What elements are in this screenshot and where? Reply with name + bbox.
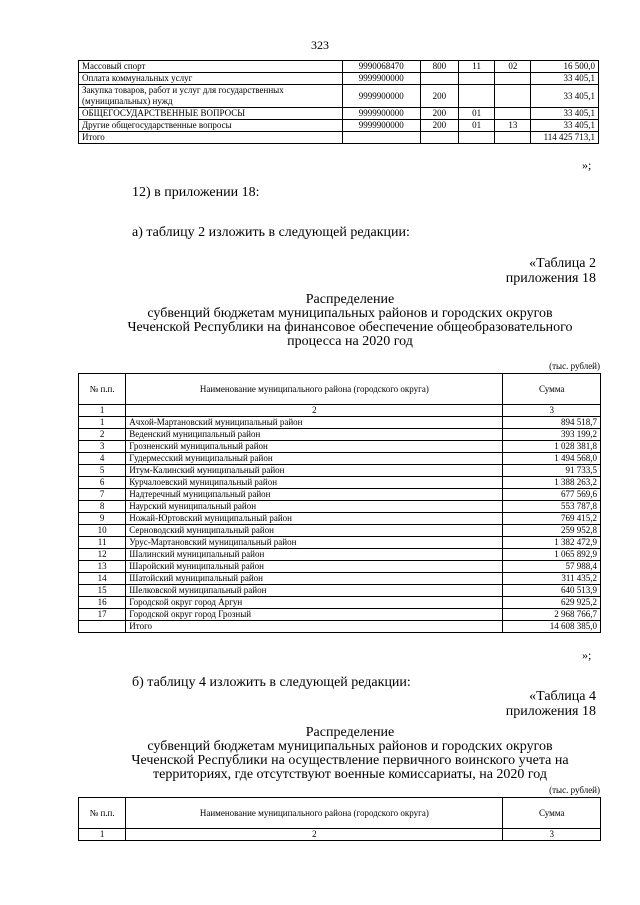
budget-table-continuation: [78, 60, 599, 144]
table4-title-line2: субвенций бюджетам муниципальных районов и городских округов: [147, 739, 553, 754]
table4-header-sum: Сумма: [503, 798, 601, 829]
table2-cell-num: 11: [79, 537, 126, 549]
table2-cell-sum: 677 569,6: [503, 489, 601, 501]
table2-cell-sum: 629 925,2: [503, 597, 601, 609]
table2-row: [79, 477, 601, 489]
table2-row: [79, 525, 601, 537]
table2-row: [79, 573, 601, 585]
table2-row: [79, 597, 601, 609]
table2-cell-name: Гудермесский муниципальный район: [126, 453, 503, 465]
table4-ref-line1: «Таблица 4: [529, 689, 596, 704]
item-a-text: а) таблицу 2 изложить в следующей редакции:: [132, 225, 410, 240]
table2-cell-name: Итого: [126, 621, 503, 633]
table2-cell-name: Наурский муниципальный район: [126, 501, 503, 513]
table2-row: [79, 429, 601, 441]
table2-cell-num: 2: [79, 429, 126, 441]
table2-cell-sum: 14 608 385,0: [503, 621, 601, 633]
table1-cell-sum: 33 405,1: [531, 73, 599, 85]
table4-title-line1: Распределение: [305, 725, 395, 740]
table1-row: [79, 120, 599, 132]
table2-row: [79, 561, 601, 573]
table2-cell-sum: 769 415,2: [503, 513, 601, 525]
table4-title: [60, 726, 640, 782]
table2-cell-name: Урус-Мартановский муниципальный район: [126, 537, 503, 549]
table2-row: [79, 513, 601, 525]
table2-cell-name: Ачхой-Мартановский муниципальный район: [126, 417, 503, 429]
table2-row: [79, 501, 601, 513]
table2-cell-sum: 1 494 568,0: [503, 453, 601, 465]
table2-cell-name: Ножай-Юртовский муниципальный район: [126, 513, 503, 525]
item-12-text: 12) в приложении 18:: [132, 185, 260, 200]
table2-cell-num: 8: [79, 501, 126, 513]
table1-cell-pr: [495, 132, 531, 144]
table2-cell-sum: 640 513,9: [503, 585, 601, 597]
table2-cell-name: Шалинский муниципальный район: [126, 549, 503, 561]
table1-cell-name: Массовый спорт: [79, 61, 343, 73]
table2-index-row: [79, 405, 601, 417]
table2-cell-sum: 393 199,2: [503, 429, 601, 441]
table1-cell-name: Оплата коммунальных услуг: [79, 73, 343, 85]
table2-cell-name: Итум-Калинский муниципальный район: [126, 465, 503, 477]
table2-header-num: № п.п.: [79, 374, 126, 405]
table1-cell-code: 9999900000: [342, 85, 420, 108]
table2-cell-num: 15: [79, 585, 126, 597]
table2-cell-num: 17: [79, 609, 126, 621]
table2-index-name: 2: [126, 405, 503, 417]
table1-cell-pr: [495, 85, 531, 108]
table1-row: [79, 85, 599, 108]
table1-cell-rz: [459, 73, 495, 85]
table1-cell-pr: [495, 73, 531, 85]
table2-ref-line2: приложения 18: [505, 271, 596, 286]
table2-cell-sum: 1 028 381,8: [503, 441, 601, 453]
table2-row: [79, 417, 601, 429]
table2-cell-num: 14: [79, 573, 126, 585]
table4-unit: (тыс. рублей): [549, 785, 600, 795]
table2-cell-num: 1: [79, 417, 126, 429]
table2-row: [79, 549, 601, 561]
table2-row: [79, 537, 601, 549]
table1-cell-pr: 13: [495, 120, 531, 132]
table1-cell-sum: 33 405,1: [531, 85, 599, 108]
table2-title: [60, 293, 640, 349]
table1-row: [79, 108, 599, 120]
table2-row: [79, 585, 601, 597]
table2-cell-name: Шелковской муниципальный район: [126, 585, 503, 597]
table2-cell-num: 10: [79, 525, 126, 537]
table4-header-name: Наименование муниципального района (городского округа): [126, 798, 503, 829]
table4-index-sum: 3: [503, 829, 601, 841]
table2-cell-sum: 91 733,5: [503, 465, 601, 477]
table2-title-line1: Распределение: [305, 292, 395, 307]
table2-index-num: 1: [79, 405, 126, 417]
table1-cell-name: Итого: [79, 132, 343, 144]
table1-row: [79, 132, 599, 144]
table1-cell-rz: [459, 85, 495, 108]
table2-cell-num: 9: [79, 513, 126, 525]
table2-reference: [506, 256, 596, 286]
table1-row: [79, 73, 599, 85]
table1-cell-code: 9999900000: [342, 73, 420, 85]
table2-cell-num: 5: [79, 465, 126, 477]
table4-reference: [506, 689, 596, 719]
table1-cell-sum: 33 405,1: [531, 108, 599, 120]
table1-cell-sum: 33 405,1: [531, 120, 599, 132]
table4-header-row: [79, 798, 601, 829]
table1-cell-sum: 114 425 713,1: [531, 132, 599, 144]
table2-header-name: Наименование муниципального района (городского округа): [126, 374, 503, 405]
table2-closing-quote: »;: [582, 648, 592, 662]
table1-cell-name: Закупка товаров, работ и услуг для государственных (муниципальных) нужд: [79, 85, 343, 108]
table4-title-line4: территориях, где отсутствуют военные комиссариаты, на 2020 год: [152, 767, 548, 782]
table2-cell-num: 4: [79, 453, 126, 465]
table4-title-line3: Чеченской Республики на осуществление первичного воинского учета на: [131, 753, 569, 768]
table4-distribution: [78, 797, 601, 841]
table1-cell-vr: [420, 73, 458, 85]
table2-cell-name: Надтеречный муниципальный район: [126, 489, 503, 501]
table1-cell-code: 9990068470: [342, 61, 420, 73]
table1-cell-vr: 200: [420, 120, 458, 132]
table2-cell-sum: 311 435,2: [503, 573, 601, 585]
table2-cell-name: Серноводский муниципальный район: [126, 525, 503, 537]
page-number: 323: [311, 38, 329, 52]
table2-row: [79, 609, 601, 621]
table2-cell-name: Городской округ город Аргун: [126, 597, 503, 609]
table4-index-row: [79, 829, 601, 841]
table2-header-row: [79, 374, 601, 405]
table2-cell-sum: 1 388 263,2: [503, 477, 601, 489]
table2-index-sum: 3: [503, 405, 601, 417]
table2-title-line2: субвенций бюджетам муниципальных районов и городских округов: [147, 306, 553, 321]
table1-cell-rz: 01: [459, 120, 495, 132]
table2-cell-name: Курчалоевский муниципальный район: [126, 477, 503, 489]
table1-cell-name: ОБЩЕГОСУДАРСТВЕННЫЕ ВОПРОСЫ: [79, 108, 343, 120]
table2-cell-num: [79, 621, 126, 633]
table2-cell-name: Городской округ город Грозный: [126, 609, 503, 621]
table1-cell-vr: 800: [420, 61, 458, 73]
table2-cell-num: 16: [79, 597, 126, 609]
table1-cell-sum: 16 500,0: [531, 61, 599, 73]
item-b-text: б) таблицу 4 изложить в следующей редакции:: [132, 675, 411, 690]
table2-row: [79, 621, 601, 633]
table2-row: [79, 453, 601, 465]
table1-cell-code: [342, 132, 420, 144]
table2-row: [79, 489, 601, 501]
table2-cell-num: 12: [79, 549, 126, 561]
table2-title-line3: Чеченской Республики на финансовое обеспечение общеобразовательного: [127, 320, 573, 335]
table4-index-num: 1: [79, 829, 126, 841]
table1-cell-code: 9999900000: [342, 120, 420, 132]
table2-title-line4: процесса на 2020 год: [287, 334, 413, 349]
table2-header-sum: Сумма: [503, 374, 601, 405]
table2-cell-sum: 2 968 766,7: [503, 609, 601, 621]
table2-cell-name: Шатойский муниципальный район: [126, 573, 503, 585]
table1-cell-pr: [495, 108, 531, 120]
table1-cell-rz: 01: [459, 108, 495, 120]
table2-row: [79, 465, 601, 477]
table1-cell-vr: [420, 132, 458, 144]
table2-cell-num: 7: [79, 489, 126, 501]
table4-index-name: 2: [126, 829, 503, 841]
table4-header-num: № п.п.: [79, 798, 126, 829]
table2-cell-num: 3: [79, 441, 126, 453]
table2-unit: (тыс. рублей): [549, 361, 600, 371]
table2-cell-num: 13: [79, 561, 126, 573]
table2-cell-num: 6: [79, 477, 126, 489]
table1-cell-vr: 200: [420, 108, 458, 120]
table2-cell-sum: 259 952,8: [503, 525, 601, 537]
table2-cell-name: Грозненский муниципальный район: [126, 441, 503, 453]
table1-cell-code: 9999900000: [342, 108, 420, 120]
table2-cell-name: Веденский муниципальный район: [126, 429, 503, 441]
table1-cell-pr: 02: [495, 61, 531, 73]
table2-cell-sum: 894 518,7: [503, 417, 601, 429]
table1-cell-vr: 200: [420, 85, 458, 108]
table1-cell-rz: 11: [459, 61, 495, 73]
table1-row: [79, 61, 599, 73]
table2-distribution: [78, 373, 601, 633]
table2-cell-sum: 553 787,8: [503, 501, 601, 513]
table1-cell-name: Другие общегосударственные вопросы: [79, 120, 343, 132]
table2-ref-line1: «Таблица 2: [529, 256, 596, 271]
table1-cell-rz: [459, 132, 495, 144]
table2-cell-sum: 1 382 472,9: [503, 537, 601, 549]
table2-cell-name: Шаройский муниципальный район: [126, 561, 503, 573]
table1-closing-quote: »;: [582, 158, 592, 172]
table2-cell-sum: 57 988,4: [503, 561, 601, 573]
table2-row: [79, 441, 601, 453]
table2-cell-sum: 1 065 892,9: [503, 549, 601, 561]
table4-ref-line2: приложения 18: [505, 704, 596, 719]
